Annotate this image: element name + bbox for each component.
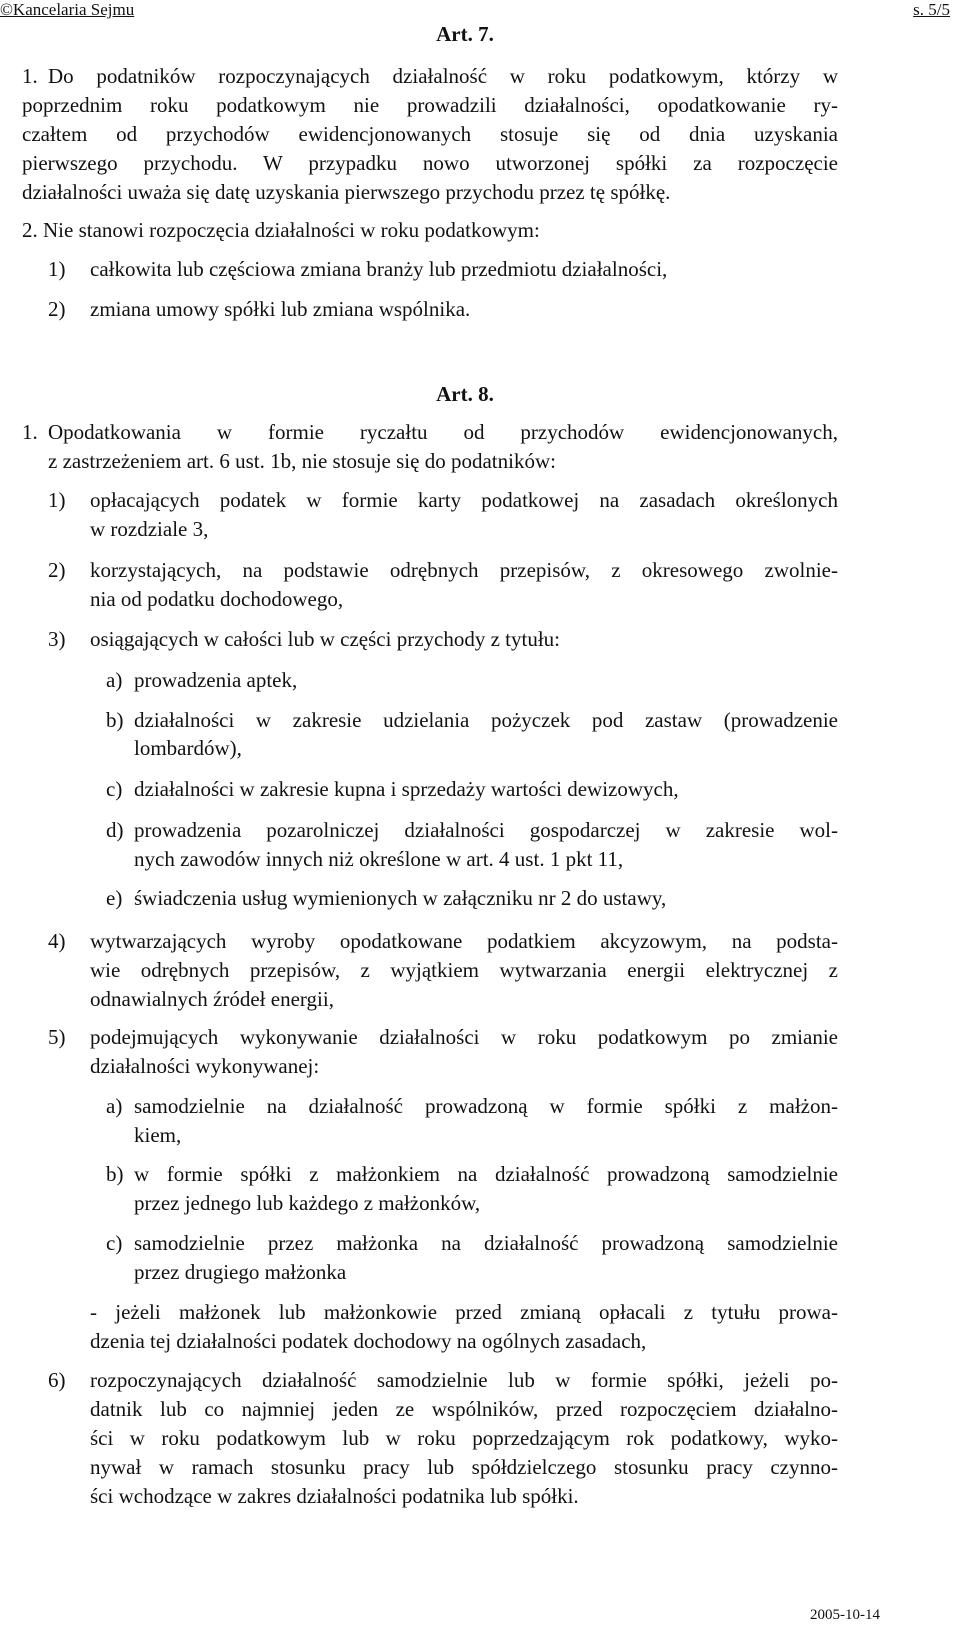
art8-subitem-line: samodzielnie przez małżonka na działalność prowadzoną samodzielnie xyxy=(134,1231,838,1255)
art7-p1-line: pierwszego przychodu. W przypadku nowo utworzonej spółki za rozpoczęcie xyxy=(22,151,838,175)
art8-item-number: 2) xyxy=(48,558,66,582)
art8-subitem-line: nych zawodów innych niż określone w art. 4 ust. 1 pkt 11, xyxy=(134,847,624,871)
art8-subitem-line: samodzielnie na działalność prowadzoną w formie spółki z małżon- xyxy=(134,1094,838,1118)
art8-subitem-letter: a) xyxy=(106,668,123,692)
art8-item-number: 3) xyxy=(48,627,66,651)
art8-item-number: 5) xyxy=(48,1025,66,1049)
art8-item-line: osiągających w całości lub w części przychody z tytułu: xyxy=(90,627,560,651)
art8-subitem-letter: b) xyxy=(106,708,124,732)
art7-p2-item-text: zmiana umowy spółki lub zmiana wspólnika. xyxy=(90,297,471,321)
article-8-title: Art. 8. xyxy=(436,382,494,406)
art8-subitem-line: świadczenia usług wymienionych w załączniku nr 2 do ustawy, xyxy=(134,886,667,910)
art8-item-line: opłacających podatek w formie karty podatkowej na zasadach określonych xyxy=(90,488,838,512)
art8-subitem-letter: d) xyxy=(106,818,124,842)
art8-item-line: w rozdziale 3, xyxy=(90,517,209,541)
art8-item-line: wytwarzających wyroby opodatkowane podatkiem akcyzowym, na podsta- xyxy=(90,929,838,953)
art8-item-line: wie odrębnych przepisów, z wyjątkiem wytwarzania energii elektrycznej z xyxy=(90,958,838,982)
art8-subitem-line: kiem, xyxy=(134,1123,182,1147)
art8-subitem-line: prowadzenia aptek, xyxy=(134,668,298,692)
art7-p1-line: Do podatników rozpoczynających działalność w roku podatkowym, którzy w xyxy=(48,64,838,88)
art8-item-line: nia od podatku dochodowego, xyxy=(90,587,344,611)
art8-clause-line: - jeżeli małżonek lub małżonkowie przed zmianą opłacali z tytułu prowa- xyxy=(90,1300,838,1324)
art7-p1-line: działalności uważa się datę uzyskania pierwszego przychodu przez tę spółkę. xyxy=(22,180,671,204)
art8-subitem-letter: a) xyxy=(106,1094,123,1118)
art8-item-line: ści wchodzące w zakres działalności podatnika lub spółki. xyxy=(90,1484,579,1508)
art8-subitem-letter: e) xyxy=(106,886,123,910)
art7-p1-line: czałtem od przychodów ewidencjonowanych stosuje się od dnia uzyskania xyxy=(22,122,838,146)
art8-subitem-line: lombardów), xyxy=(134,736,242,760)
art8-item-line: odnawialnych źródeł energii, xyxy=(90,987,334,1011)
art8-item-line: nywał w ramach stosunku pracy lub spółdzielczego stosunku pracy czynno- xyxy=(90,1455,838,1479)
art8-subitem-letter: c) xyxy=(106,1231,123,1255)
art8-item-line: działalności wykonywanej: xyxy=(90,1054,320,1078)
art8-item-line: ści w roku podatkowym lub w roku poprzedzającym rok podatkowy, wyko- xyxy=(90,1426,838,1450)
art7-p2-item-number: 2) xyxy=(48,297,66,321)
art8-subitem-line: działalności w zakresie kupna i sprzedaży wartości dewizowych, xyxy=(134,777,679,801)
art8-p1-number: 1. xyxy=(22,420,38,444)
page-number: s. 5/5 xyxy=(913,0,950,19)
art8-subitem-line: w formie spółki z małżonkiem na działalność prowadzoną samodzielnie xyxy=(134,1162,838,1186)
art8-item-number: 6) xyxy=(48,1368,66,1392)
art8-subitem-letter: c) xyxy=(106,777,123,801)
art7-p2-item-text: całkowita lub częściowa zmiana branży lub przedmiotu działalności, xyxy=(90,257,668,281)
art7-p2-text: 2. Nie stanowi rozpoczęcia działalności w roku podatkowym: xyxy=(22,218,540,242)
art7-p1-line: poprzednim roku podatkowym nie prowadzili działalności, opodatkowanie ry- xyxy=(22,93,838,117)
art8-subitem-line: przez drugiego małżonka xyxy=(134,1260,347,1284)
art7-p1-number: 1. xyxy=(22,64,38,88)
art8-item-number: 4) xyxy=(48,929,66,953)
art8-p1-line: Opodatkowania w formie ryczałtu od przychodów ewidencjonowanych, xyxy=(48,420,838,444)
art8-p1-line: z zastrzeżeniem art. 6 ust. 1b, nie stosuje się do podatników: xyxy=(48,449,556,473)
art7-p2-item-number: 1) xyxy=(48,257,66,281)
art8-item-line: korzystających, na podstawie odrębnych przepisów, z okresowego zwolnie- xyxy=(90,558,838,582)
art8-subitem-letter: b) xyxy=(106,1162,124,1186)
art8-item-line: datnik lub co najmniej jeden ze wspólników, przed rozpoczęciem działalno- xyxy=(90,1397,838,1421)
art8-subitem-line: przez jednego lub każdego z małżonków, xyxy=(134,1191,481,1215)
art8-subitem-line: prowadzenia pozarolniczej działalności gospodarczej w zakresie wol- xyxy=(134,818,838,842)
art8-item-line: podejmujących wykonywanie działalności w roku podatkowym po zmianie xyxy=(90,1025,838,1049)
art8-subitem-line: działalności w zakresie udzielania pożyczek pod zastaw (prowadzenie xyxy=(134,708,838,732)
art8-item-line: rozpoczynających działalność samodzielnie lub w formie spółki, jeżeli po- xyxy=(90,1368,838,1392)
footer-date: 2005-10-14 xyxy=(810,1607,880,1623)
article-7-title: Art. 7. xyxy=(436,22,494,46)
art8-clause-line: dzenia tej działalności podatek dochodowy na ogólnych zasadach, xyxy=(90,1329,647,1353)
art8-item-number: 1) xyxy=(48,488,66,512)
header-left: ©Kancelaria Sejmu xyxy=(0,0,135,19)
